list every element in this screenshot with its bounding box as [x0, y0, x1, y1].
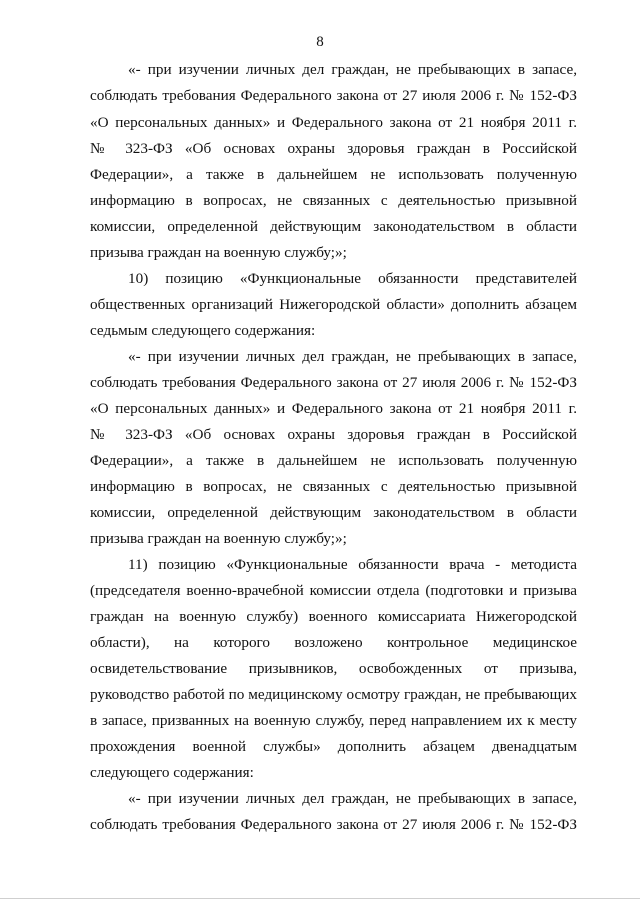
text-line: общественных организаций Нижегородской области» дополнить абзацем — [90, 296, 577, 313]
text-line: освидетельствование призывников, освобожденных от призыва, — [90, 660, 577, 677]
text-line: комиссии, определенной действующим законодательством в области — [90, 504, 577, 521]
text-line: Федерации», а также в дальнейшем не использовать полученную — [90, 166, 577, 183]
text-line: соблюдать требования Федерального закона от 27 июля 2006 г. № 152-ФЗ — [90, 374, 577, 391]
text-line: граждан на военную службу) военного комиссариата Нижегородской — [90, 608, 577, 625]
text-line: соблюдать требования Федерального закона от 27 июля 2006 г. № 152-ФЗ — [90, 87, 577, 104]
text-line: комиссии, определенной действующим законодательством в области — [90, 218, 577, 235]
text-line: (председателя военно-врачебной комиссии отдела (подготовки и призыва — [90, 582, 577, 599]
text-line: № 323-ФЗ «Об основах охраны здоровья граждан в Российской — [90, 140, 577, 157]
text-line: № 323-ФЗ «Об основах охраны здоровья граждан в Российской — [90, 426, 577, 443]
text-line: призыва граждан на военную службу;»; — [90, 244, 347, 261]
text-line: информацию в вопросах, не связанных с деятельностью призывной — [90, 478, 577, 495]
text-line: в запасе, призванных на военную службу, перед направлением их к месту — [90, 712, 577, 729]
text-line: следующего содержания: — [90, 764, 254, 781]
text-line: прохождения военной службы» дополнить абзацем двенадцатым — [90, 738, 577, 755]
text-line: Федерации», а также в дальнейшем не использовать полученную — [90, 452, 577, 469]
text-line: «- при изучении личных дел граждан, не пребывающих в запасе, — [128, 790, 577, 807]
text-line: седьмым следующего содержания: — [90, 322, 316, 339]
text-line: призыва граждан на военную службу;»; — [90, 530, 347, 547]
scan-edge-divider — [0, 898, 640, 899]
text-line: информацию в вопросах, не связанных с деятельностью призывной — [90, 192, 577, 209]
text-line: 10) позицию «Функциональные обязанности представителей — [128, 270, 577, 287]
text-line: 11) позицию «Функциональные обязанности врача - методиста — [128, 556, 577, 573]
text-line: «- при изучении личных дел граждан, не пребывающих в запасе, — [128, 61, 577, 78]
text-line: «О персональных данных» и Федерального закона от 21 ноября 2011 г. — [90, 400, 577, 417]
text-line: «- при изучении личных дел граждан, не пребывающих в запасе, — [128, 348, 577, 365]
text-line: «О персональных данных» и Федерального закона от 21 ноября 2011 г. — [90, 114, 577, 131]
text-line: области), на которого возложено контрольное медицинское — [90, 634, 577, 651]
text-line: соблюдать требования Федерального закона от 27 июля 2006 г. № 152-ФЗ — [90, 816, 577, 833]
text-line: руководство работой по медицинскому осмотру граждан, не пребывающих — [90, 686, 577, 703]
page-number: 8 — [316, 34, 324, 50]
